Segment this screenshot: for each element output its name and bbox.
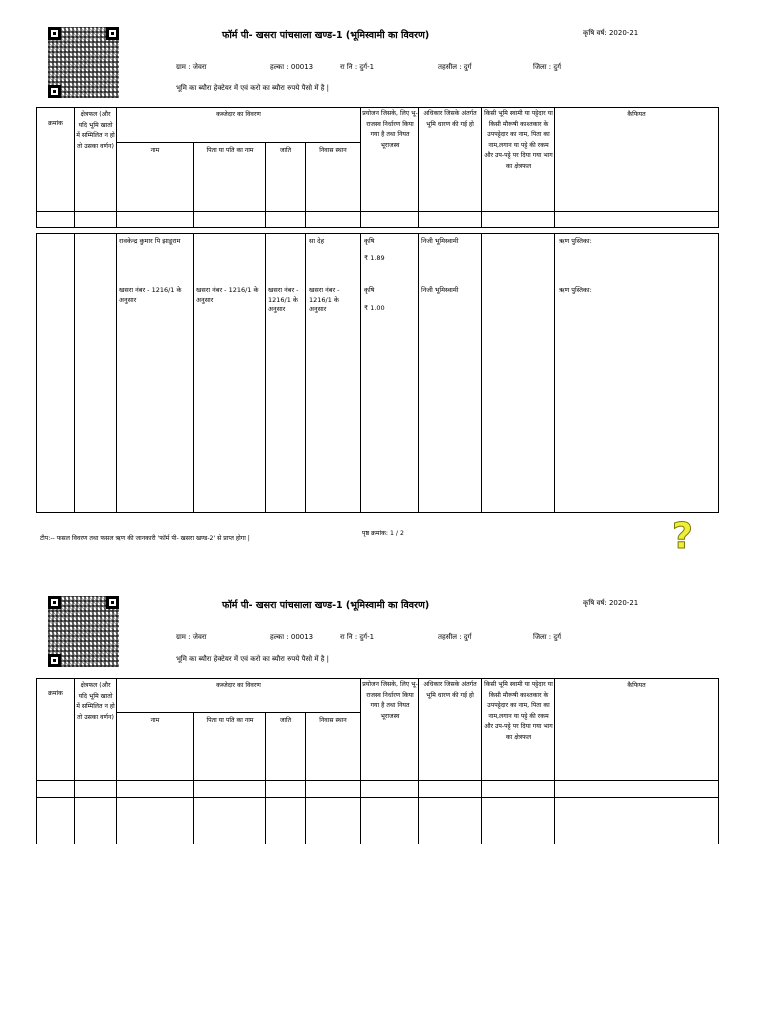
header-remarks: कैफियत <box>627 111 646 118</box>
row2-rights: निजी भूमिस्वामी <box>421 286 459 294</box>
row1-name: रावकेन्द्र कुमार पि झाडूराम <box>119 237 181 245</box>
row1-rights: निजी भूमिस्वामी <box>421 237 459 245</box>
question-mark-icon[interactable]: ? <box>672 516 693 557</box>
header-area: क्षेत्रफल (और यदि भूमि खातो में सम्मिलित न हो तो उसका वर्णन) <box>76 111 115 150</box>
row2-amount: ₹ 1.00 <box>364 304 385 312</box>
form-title-2: फॉर्म पी- खसरा पांचसाला खण्ड-1 (भूमिस्वामी का विवरण) <box>222 600 430 611</box>
form-title: फॉर्म पी- खसरा पांचसाला खण्ड-1 (भूमिस्वामी का विवरण) <box>222 30 430 41</box>
revenue-inspector-2: रा नि : दुर्ग-1 <box>340 633 375 641</box>
units-note-2: भूमि का ब्यौरा हेक्टेयर में एवं करो का ब्यौरा रुपये पैसो में है | <box>176 655 330 663</box>
row2-purpose: कृषि <box>364 286 375 294</box>
header-rights: अधिकार जिसके अंतर्गत भूमि धारण की गई हो <box>423 110 477 128</box>
header-area-2: क्षेत्रफल (और यदि भूमि खातो में सम्मिलित न हो तो उसका वर्णन) <box>76 682 115 721</box>
header-name-2: नाम <box>150 717 160 724</box>
header-purpose-2: प्रयोजन जिसके, लिए भू-राजस्व निर्धारण किया गया है तथा नियत भूराजस्व <box>362 681 418 720</box>
tehsil-2: तहसील : दुर्ग <box>438 633 472 641</box>
district: जिला : दुर्ग <box>533 63 562 71</box>
header-residence: निवास स्थान <box>319 147 347 154</box>
header-remarks-2: कैफियत <box>627 682 646 689</box>
header-residence-2: निवास स्थान <box>319 717 347 724</box>
header-purpose: प्रयोजन जिसके, लिए भू-राजस्व निर्धारण किया गया है तथा नियत भूराजस्व <box>362 110 418 149</box>
qr-code-page1 <box>48 27 119 98</box>
row1-remarks: ऋण पुस्तिका: <box>559 237 592 245</box>
row2-caste: खसरा नंबर - 1216/1 के अनुसार <box>268 286 299 313</box>
header-serial: क्रमांक <box>48 120 63 127</box>
header-serial-2: क्रमांक <box>48 690 63 697</box>
row2-name: खसरा नंबर - 1216/1 के अनुसार <box>119 286 182 304</box>
row1-purpose: कृषि <box>364 237 375 245</box>
village-2: ग्राम : जेवरा <box>176 633 207 641</box>
agri-year: कृषि वर्ष: 2020-21 <box>583 29 639 37</box>
page-number: पृष्ठ क्रमांक: 1 / 2 <box>362 530 404 537</box>
row2-residence: खसरा नंबर - 1216/1 के अनुसार <box>309 286 340 313</box>
header-caste: जाति <box>279 147 292 154</box>
row1-amount: ₹ 1.89 <box>364 254 385 262</box>
header-father: पिता या पति का नाम <box>206 147 254 154</box>
tehsil: तहसील : दुर्ग <box>438 63 472 71</box>
header-name: नाम <box>150 147 160 154</box>
revenue-inspector: रा नि : दुर्ग-1 <box>340 63 375 71</box>
halka: हल्का : 00013 <box>270 63 314 71</box>
header-holder-group-2: कब्जेदार का विवरण <box>216 682 261 689</box>
header-rights-2: अधिकार जिसके अंतर्गत भूमि धारण की गई हो <box>423 681 477 699</box>
row2-remarks: ऋण पुस्तिका: <box>559 286 592 294</box>
units-note: भूमि का ब्यौरा हेक्टेयर में एवं करो का ब्यौरा रुपये पैसो में है | <box>176 84 330 92</box>
row2-father: खसरा नंबर - 1216/1 के अनुसार <box>196 286 259 304</box>
footer-tip: टीप:-- फसल विवरण तथा फसल ऋण की जानकारी 'फॉर्म पी- खसरा खण्ड-2' से प्राप्त होगा | <box>40 535 250 542</box>
agri-year-2: कृषि वर्ष: 2020-21 <box>583 599 639 607</box>
header-tenant-2: किसी भूमि स्वामी या पट्टेदार या किसी मौरूषी काश्तकार के उपपट्टेदार का नाम, पिता का नाम,लगान या पट्टे की रकम और उप-पट्टे पर दिया गया भाग का क्षेत्रफल <box>484 681 553 741</box>
row1-residence: सा देह <box>309 237 325 245</box>
district-2: जिला : दुर्ग <box>533 633 562 641</box>
qr-code-page2 <box>48 596 119 667</box>
village: ग्राम : जेवरा <box>176 63 207 71</box>
header-caste-2: जाति <box>279 717 292 724</box>
header-father-2: पिता या पति का नाम <box>206 717 254 724</box>
header-holder-group: कब्जेदार का विवरण <box>216 111 261 118</box>
header-tenant: किसी भूमि स्वामी या पट्टेदार या किसी मौरूषी काश्तकार के उपपट्टेदार का नाम, पिता का नाम,लगान या पट्टे की रकम और उप-पट्टे पर दिया गया भाग का क्षेत्रफल <box>484 110 553 170</box>
halka-2: हल्का : 00013 <box>270 633 314 641</box>
